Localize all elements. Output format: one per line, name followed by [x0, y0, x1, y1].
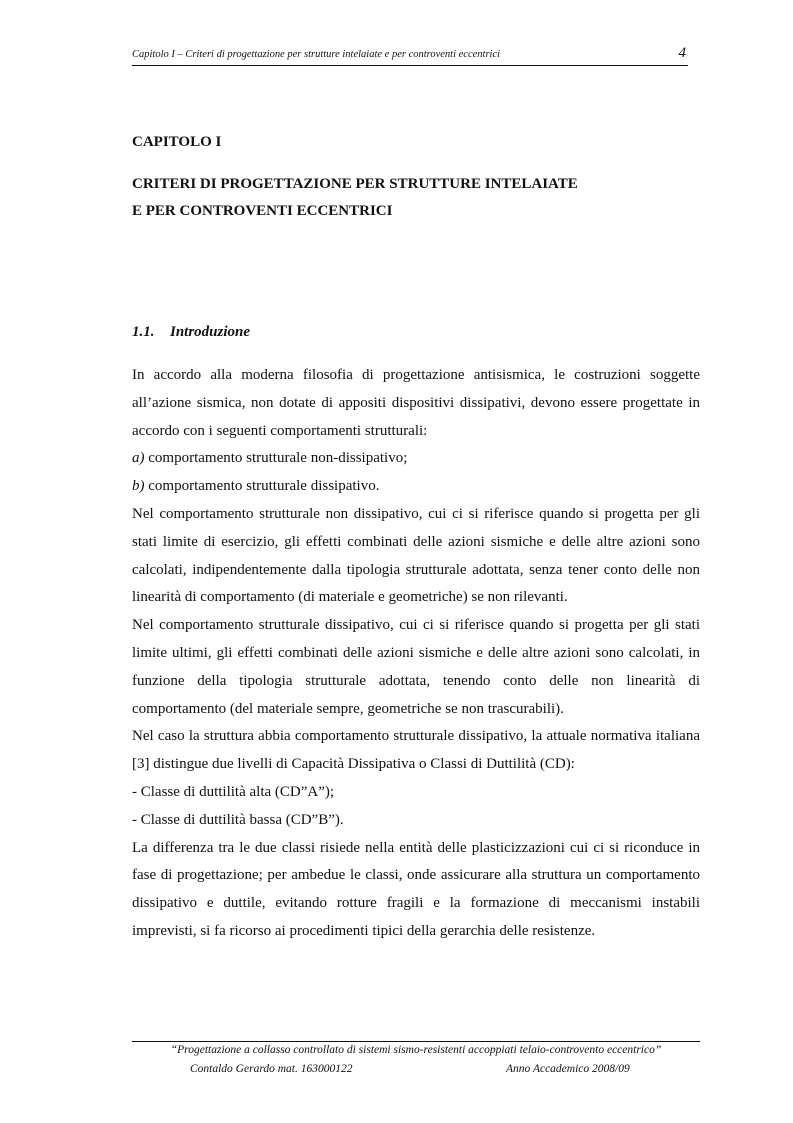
chapter-title-line-2: E PER CONTROVENTI ECCENTRICI	[132, 203, 393, 219]
section-number: 1.1.	[132, 324, 155, 340]
page-number: 4	[678, 45, 686, 61]
paragraph-non-dissipative: Nel comportamento strutturale non dissipativo, cui ci si riferisce quando si progetta per gli stati limite di esercizio, gli effetti combinati delle azioni sismiche e delle altre azioni sono calcolati, indipendentemente dalla tipologia strutturale adottata, senza tener conto delle non linearità di comportamento (di materiale e geometriche) se non rilevanti.	[132, 505, 700, 606]
list-item-b-label: b)	[132, 478, 145, 495]
list-item-a	[132, 445, 700, 473]
paragraph-class-difference: La differenza tra le due classi risiede nella entità delle plasticizzazioni cui ci si riconduce in fase di progettazione; per ambedue le classi, onde assicurare alla struttura un comportamento dissipativo e duttile, evitando rotture fragili e la formazione di meccanismi instabili imprevisti, si fa ricorso ai procedimenti tipici della gerarchia delle resistenze.	[132, 839, 700, 939]
list-item-a-text: comportamento strutturale non-dissipativo;	[144, 450, 408, 467]
list-item-a-label: a)	[132, 450, 145, 467]
chapter-title	[132, 171, 692, 225]
chapter-title-line-1: CRITERI DI PROGETTAZIONE PER STRUTTURE INTELAIATE	[132, 176, 578, 192]
footer-thesis-title: “Progettazione a collasso controllato di sistemi sismo-resistenti accoppiati telaio-controvento eccentrico”	[170, 1044, 662, 1056]
page-header	[132, 45, 688, 66]
class-low-ductility: - Classe di duttilità bassa (CD”B”).	[132, 811, 344, 828]
list-item-b-text: comportamento strutturale dissipativo.	[144, 478, 380, 495]
paragraph-ductility-classes: Nel caso la struttura abbia comportamento strutturale dissipativo, la attuale normativa italiana [3] distingue due livelli di Capacità Dissipativa o Classi di Duttilità (CD):	[132, 728, 700, 773]
body-text	[132, 362, 700, 946]
class-high-ductility: - Classe di duttilità alta (CD”A”);	[132, 783, 335, 800]
footer-divider	[132, 1041, 700, 1042]
list-item-b	[132, 473, 700, 501]
running-header-title: Capitolo I – Criteri di progettazione per strutture intelaiate e per controventi eccentrici	[132, 49, 501, 60]
section-title: Introduzione	[170, 324, 251, 340]
paragraph-intro: In accordo alla moderna filosofia di progettazione antisismica, le costruzioni soggette all’azione sismica, non dotate di appositi dispositivi dissipativi, devono essere progettate in accordo con i seguenti comportamenti strutturali:	[132, 367, 700, 439]
section-heading	[132, 324, 250, 341]
chapter-label: CAPITOLO I	[132, 134, 222, 150]
footer-academic-year: Anno Accademico 2008/09	[506, 1063, 630, 1075]
footer-author: Contaldo Gerardo mat. 163000122	[190, 1063, 353, 1075]
paragraph-dissipative: Nel comportamento strutturale dissipativo, cui ci si riferisce quando si progetta per gli stati limite ultimi, gli effetti combinati delle azioni sismiche e delle altre azioni sono calcolati, in funzione della tipologia strutturale adottata, tenendo conto delle non linearità di comportamento (del materiale sempre, geometriche se non trascurabili).	[132, 617, 700, 717]
